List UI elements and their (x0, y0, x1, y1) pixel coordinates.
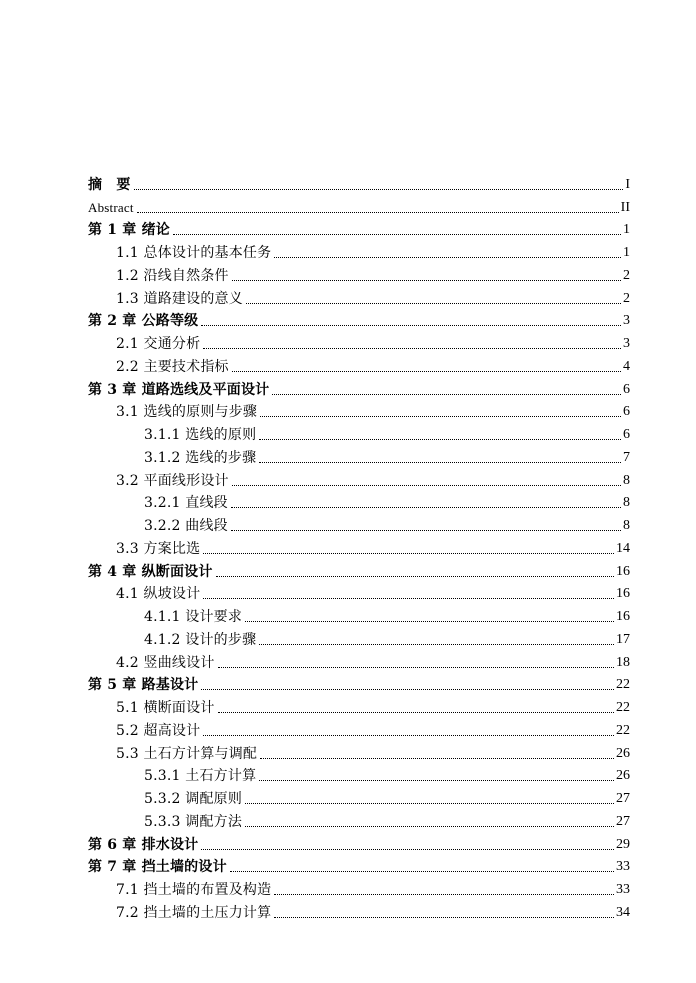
toc-entry-page-number: 2 (623, 267, 630, 283)
toc-entry-page-number: 17 (616, 631, 630, 647)
toc-entry-title: 2.1 交通分析 (116, 336, 201, 352)
dot-leader (231, 507, 621, 508)
toc-entry[interactable] (88, 444, 630, 467)
toc-entry-page-number: 34 (616, 904, 630, 920)
dot-leader (201, 849, 614, 850)
dot-leader (274, 917, 614, 918)
toc-entry-page-number: 8 (623, 495, 630, 511)
toc-entry[interactable] (88, 376, 630, 399)
toc-entry[interactable] (88, 899, 630, 922)
toc-entry[interactable] (88, 535, 630, 558)
toc-entry[interactable] (88, 490, 630, 513)
dot-leader (245, 826, 614, 827)
toc-entry-page-number: 8 (623, 472, 630, 488)
toc-entry[interactable] (88, 239, 630, 262)
dot-leader (259, 439, 621, 440)
toc-entry[interactable] (88, 353, 630, 376)
toc-entry-page-number: 3 (623, 336, 630, 351)
dot-leader (231, 530, 621, 531)
toc-entry-page-number: 18 (616, 654, 630, 670)
toc-entry[interactable] (88, 694, 630, 717)
dot-leader (232, 485, 621, 486)
toc-entry-title: 1.3 道路建设的意义 (116, 290, 243, 307)
toc-entry[interactable] (88, 831, 630, 854)
toc-entry-page-number: 22 (616, 722, 630, 738)
toc-entry[interactable] (88, 740, 630, 763)
toc-entry-page-number: 2 (623, 290, 630, 306)
dot-leader (203, 348, 621, 349)
toc-entry-title: 5.1 横断面设计 (116, 700, 215, 716)
toc-entry[interactable] (88, 581, 630, 604)
toc-entry-title: 5.2 超高设计 (116, 722, 201, 739)
toc-entry[interactable] (88, 512, 630, 535)
toc-entry[interactable] (88, 558, 630, 581)
dot-leader (203, 735, 614, 736)
toc-entry-page-number: 1 (623, 222, 630, 238)
dot-leader (173, 234, 621, 235)
toc-entry-title: 3.1.1 选线的原则 (144, 427, 257, 443)
toc-entry-title: 3.2.1 直线段 (144, 495, 228, 512)
toc-entry-page-number: 16 (616, 586, 630, 602)
toc-entry[interactable] (88, 262, 630, 285)
toc-entry-title: 4.2 竖曲线设计 (116, 654, 215, 671)
dot-leader (246, 303, 621, 304)
toc-entry-title: 5.3 土石方计算与调配 (116, 745, 258, 762)
toc-entry-page-number: 6 (623, 404, 630, 420)
toc-entry-page-number: 6 (623, 427, 630, 442)
toc-entry[interactable] (88, 717, 630, 740)
dot-leader (245, 803, 614, 804)
toc-entry-page-number: 14 (616, 540, 630, 556)
toc-entry-title: 3.1.2 选线的步骤 (144, 449, 257, 466)
toc-entry[interactable] (88, 876, 630, 899)
toc-entry-page-number: I (625, 176, 630, 192)
dot-leader (232, 280, 621, 281)
toc-entry-page-number: 22 (616, 700, 630, 715)
toc-entry-title: 7.1 挡土墙的布置及构造 (116, 882, 272, 898)
toc-entry-page-number: 7 (623, 449, 630, 465)
dot-leader (218, 667, 614, 668)
toc-entry[interactable] (88, 626, 630, 649)
dot-leader (232, 371, 621, 372)
toc-entry-page-number: 33 (616, 882, 630, 897)
toc-entry-title: 1.2 沿线自然条件 (116, 267, 229, 284)
toc-entry[interactable] (88, 330, 630, 353)
dot-leader (259, 462, 621, 463)
toc-entry[interactable] (88, 603, 630, 626)
dot-leader (259, 780, 614, 781)
dot-leader (201, 689, 614, 690)
toc-entry-title: 第 1 章 绪论 (88, 222, 170, 239)
toc-entry[interactable] (88, 308, 630, 331)
toc-entry-page-number: 8 (623, 518, 630, 533)
toc-entry-title: 第 5 章 路基设计 (88, 677, 199, 694)
toc-entry-title: 5.3.1 土石方计算 (144, 768, 257, 785)
dot-leader (134, 189, 624, 190)
toc-entry-page-number: 27 (616, 791, 630, 806)
dot-leader (218, 712, 614, 713)
toc-entry-title: 3.1 选线的原则与步骤 (116, 404, 258, 421)
toc-entry[interactable] (88, 785, 630, 808)
toc-entry[interactable] (88, 467, 630, 490)
dot-leader (272, 394, 621, 395)
toc-entry-title: 7.2 挡土墙的土压力计算 (116, 904, 272, 921)
toc-entry[interactable] (88, 649, 630, 672)
toc-entry-title: 第 3 章 道路选线及平面设计 (88, 381, 270, 398)
toc-entry[interactable] (88, 194, 630, 217)
toc-entry[interactable] (88, 672, 630, 695)
toc-entry-title: 4.1.2 设计的步骤 (144, 631, 257, 648)
toc-entry-page-number: 26 (616, 768, 630, 784)
toc-entry-title: 2.2 主要技术指标 (116, 358, 229, 375)
toc-entry-title: 第 7 章 挡土墙的设计 (88, 859, 227, 876)
dot-leader (230, 871, 614, 872)
toc-entry[interactable] (88, 285, 630, 308)
toc-entry[interactable] (88, 399, 630, 422)
toc-entry[interactable] (88, 763, 630, 786)
dot-leader (260, 758, 614, 759)
toc-entry-page-number: 3 (623, 313, 630, 329)
toc-entry-page-number: 1 (623, 245, 630, 260)
toc-entry-page-number: II (620, 199, 630, 215)
toc-entry[interactable] (88, 808, 630, 831)
toc-entry-title: 3.3 方案比选 (116, 540, 201, 557)
toc-entry-title: 5.3.3 调配方法 (144, 813, 243, 830)
toc-entry-page-number: 29 (616, 836, 630, 852)
dot-leader (274, 257, 621, 258)
toc-entry[interactable] (88, 854, 630, 877)
toc-entry-page-number: 6 (623, 381, 630, 397)
dot-leader (203, 598, 614, 599)
toc-entry-title: 第 4 章 纵断面设计 (88, 563, 213, 580)
toc-entry-title: Abstract (88, 199, 134, 215)
dot-leader (203, 553, 614, 554)
toc-entry-title: 3.2 平面线形设计 (116, 472, 229, 489)
toc-entry-title: 第 6 章 排水设计 (88, 836, 199, 853)
table-of-contents (88, 171, 630, 922)
toc-entry-page-number: 26 (616, 745, 630, 761)
toc-entry-title: 3.2.2 曲线段 (144, 518, 228, 534)
toc-entry-page-number: 16 (616, 609, 630, 624)
toc-entry-title: 4.1.1 设计要求 (144, 609, 243, 625)
toc-entry-title: 第 2 章 公路等级 (88, 313, 199, 330)
toc-entry-page-number: 33 (616, 859, 630, 875)
toc-entry-page-number: 27 (616, 813, 630, 829)
toc-entry-title: 4.1 纵坡设计 (116, 586, 201, 603)
dot-leader (259, 644, 614, 645)
dot-leader (245, 621, 614, 622)
toc-entry-title: 5.3.2 调配原则 (144, 791, 243, 807)
dot-leader (201, 325, 621, 326)
dot-leader (137, 212, 619, 213)
toc-entry-page-number: 4 (623, 358, 630, 374)
toc-entry-page-number: 22 (616, 677, 630, 693)
toc-entry[interactable] (88, 171, 630, 194)
toc-entry-title: 摘 要 (88, 176, 131, 193)
toc-entry-page-number: 16 (616, 563, 630, 579)
dot-leader (260, 416, 621, 417)
dot-leader (216, 576, 614, 577)
toc-entry[interactable] (88, 421, 630, 444)
toc-entry-title: 1.1 总体设计的基本任务 (116, 245, 272, 261)
dot-leader (274, 894, 614, 895)
toc-entry[interactable] (88, 217, 630, 240)
